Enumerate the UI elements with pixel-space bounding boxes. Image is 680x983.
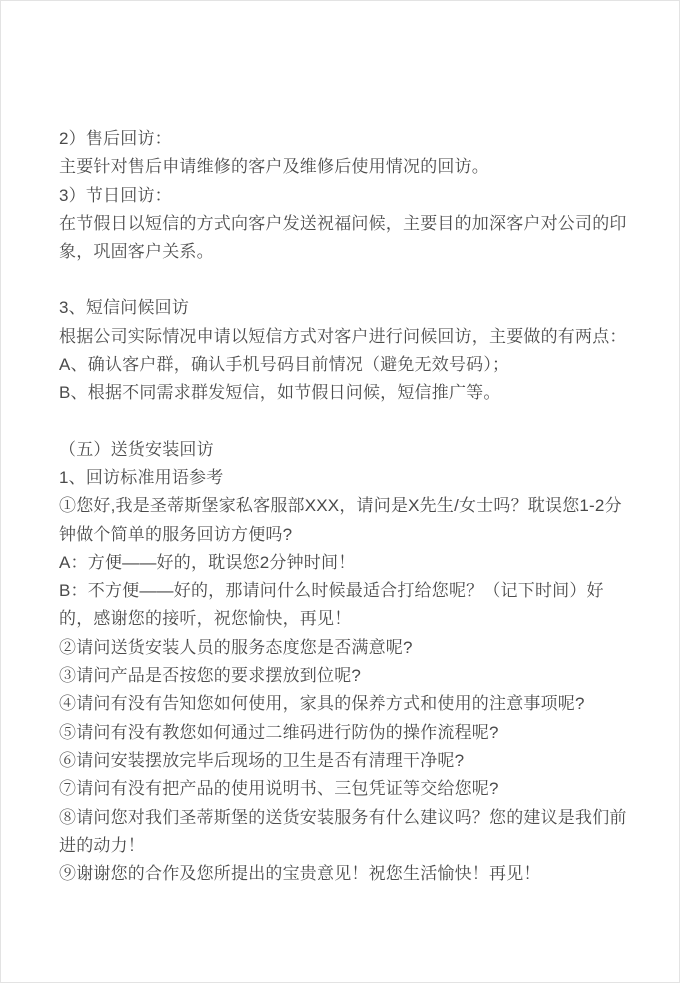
paragraph: ③请问产品是否按您的要求摆放到位呢? [59,666,362,686]
paragraph: B：不方便——好的，那请问什么时候最适合打给您呢？（记下时间）好的，感谢您的接听，祝您愉快，再见！ [59,581,604,629]
paragraph: 在节假日以短信的方式向客户发送祝福问候，主要目的加深客户对公司的印象，巩固客户关系。 [59,213,627,262]
paragraph: 主要针对售后申请维修的客户及维修后使用情况的回访。 [59,157,489,177]
paragraph: A、确认客户群，确认手机号码目前情况（避免无效号码）； [59,355,510,375]
document-text-body [59,125,632,888]
paragraph: ⑥请问安装摆放完毕后现场的卫生是否有清理干净呢? [59,750,465,770]
paragraph: B、根据不同需求群发短信，如节假日问候，短信推广等。 [59,383,501,403]
paragraph: （五）送货安装回访 [59,439,214,459]
paragraph: 根据公司实际情况申请以短信方式对客户进行问候回访，主要做的有两点： [59,326,627,346]
paragraph: ④请问有没有告知您如何使用，家具的保养方式和使用的注意事项呢? [59,694,585,714]
paragraph: 3）节日回访： [59,185,172,205]
paragraph: 2）售后回访： [59,129,172,148]
paragraph: 1、回访标准用语参考 [59,467,224,487]
paragraph: ⑤请问有没有教您如何通过二维码进行防伪的操作流程呢? [59,722,499,742]
paragraph: ⑧请问您对我们圣蒂斯堡的送货安装服务有什么建议吗？您的建议是我们前进的动力！ [59,807,627,855]
paragraph: ①您好,我是圣蒂斯堡家私客服部XXX，请问是X先生/女士吗？耽误您1-2分钟做个简单的服务回访方便吗? [59,496,622,544]
paragraph: ⑨谢谢您的合作及您所提出的宝贵意见！祝您生活愉快！再见！ [59,864,541,884]
paragraph: 3、短信问候回访 [59,298,190,318]
paragraph: ②请问送货安装人员的服务态度您是否满意呢? [59,637,413,657]
paragraph: A：方便——好的，耽误您2分钟时间！ [59,552,356,572]
paragraph: ⑦请问有没有把产品的使用说明书、三包凭证等交给您呢? [59,779,499,799]
